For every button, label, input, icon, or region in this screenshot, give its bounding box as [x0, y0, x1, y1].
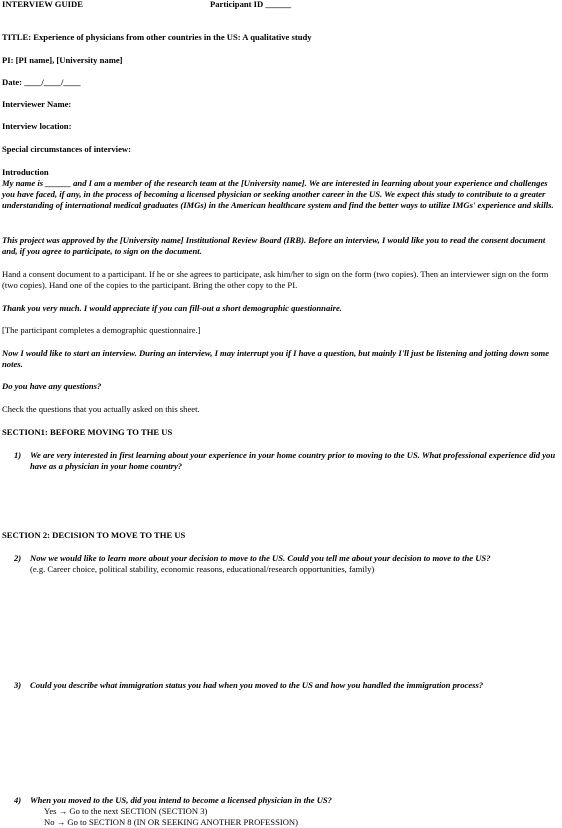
question-2-number: 2): [14, 553, 22, 563]
interview-location-line: Interview location:: [2, 121, 72, 131]
question-4: [14, 795, 560, 806]
consent-instructions: Hand a consent document to a participant. If he or she agrees to participate, ask him/her to sign on the form (two copies). Then an interviewer sign on the form (two copies). Hand one of the copies to the participant. Bring the other copy to the PI.: [2, 269, 549, 290]
question-4-text: When you moved to the US, did you intend to become a licensed physician in the US?: [30, 795, 332, 805]
special-circumstances-line: Special circumstances of interview:: [2, 144, 131, 154]
check-questions-note: Check the questions that you actually asked on this sheet.: [2, 404, 200, 414]
pi-line: PI: [PI name], [University name]: [2, 55, 123, 65]
introduction-heading: Introduction: [2, 167, 49, 177]
section-2-heading: SECTION 2: DECISION TO MOVE TO THE US: [2, 530, 186, 540]
question-4-option-no: No → Go to SECTION 8 (IN OR SEEKING ANOTHER PROFESSION): [44, 817, 298, 827]
question-4-options: [44, 806, 560, 828]
question-3-text: Could you describe what immigration status you had when you moved to the US and how you handled the immigration process?: [30, 680, 484, 690]
introduction-paragraph-1: My name is ______ and I am a member of the research team at the [University name]. We are interested in learning about your experience and challenges you have faced, if any, in the process of becoming a licensed physician or seeking another career in the US. We expect this study to contribute to a greater understanding of international medical graduates (IMGs) in the American healthcare system and find the better ways to utilize IMGs' experience and skills.: [2, 178, 554, 210]
question-3: [14, 680, 560, 691]
question-2-examples: (e.g. Career choice, political stability, economic reasons, educational/research opportunities, family): [30, 564, 375, 574]
question-1-text: We are very interested in first learning about your experience in your home country prior to moving to the US. What professional experience did you have as a physician in your home country?: [30, 450, 556, 471]
question-3-number: 3): [14, 680, 22, 690]
question-4-option-yes: Yes → Go to the next SECTION (SECTION 3): [44, 806, 208, 816]
interviewer-name-line: Interviewer Name:: [2, 99, 72, 109]
question-2: [14, 553, 560, 575]
question-1-number: 1): [14, 450, 22, 460]
thank-you-line: Thank you very much. I would appreciate if you can fill-out a short demographic questionnaire.: [2, 303, 342, 313]
study-title: TITLE: Experience of physicians from other countries in the US: A qualitative study: [2, 32, 312, 42]
introduction-paragraph-2: This project was approved by the [University name] Institutional Review Board (IRB). Before an interview, I would like you to read the consent document and, if you agree to participate, to sign on the document.: [2, 235, 546, 256]
document-header-title: INTERVIEW GUIDE: [2, 0, 83, 9]
question-4-number: 4): [14, 795, 22, 805]
section-1-heading: SECTION1: BEFORE MOVING TO THE US: [2, 427, 173, 437]
participant-id-field: Participant ID ______: [210, 0, 292, 9]
question-2-text: Now we would like to learn more about your decision to move to the US. Could you tell me about your decision to move to the US?: [30, 553, 491, 563]
date-line: Date: ____/____/____: [2, 77, 81, 87]
question-1: [14, 450, 560, 472]
questions-prompt: Do you have any questions?: [2, 381, 102, 391]
demographic-note: [The participant completes a demographic questionnaire.]: [2, 325, 201, 335]
start-interview-paragraph: Now I would like to start an interview. During an interview, I may interrupt you if I have a question, but mainly I'll just be listening and jotting down some notes.: [2, 348, 550, 369]
